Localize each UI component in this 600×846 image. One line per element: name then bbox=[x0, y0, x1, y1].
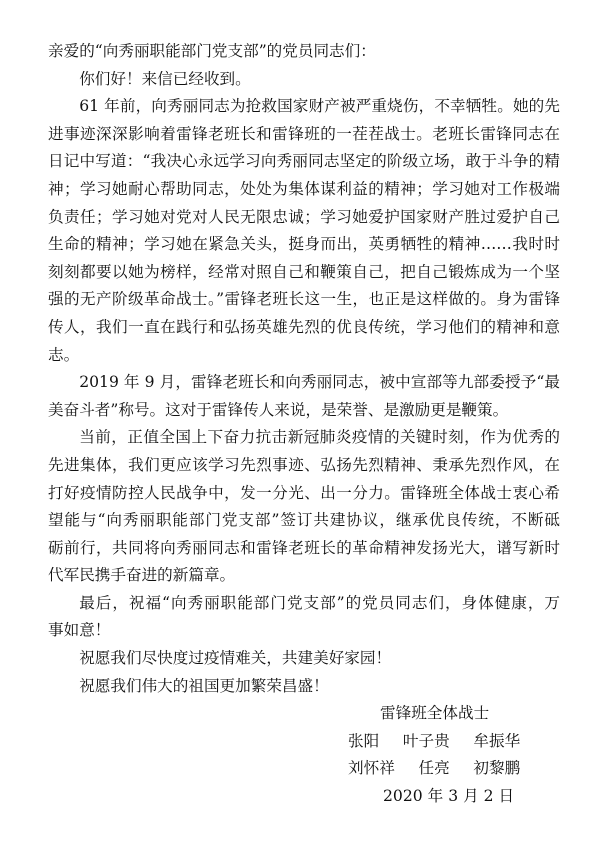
paragraph-line: 先进集体，我们更应该学习先烈事迹、弘扬先烈精神、秉承先烈作风，在 bbox=[48, 455, 560, 474]
signature-date: 2020 年 3 月 2 日 bbox=[383, 787, 515, 806]
paragraph-history bbox=[48, 93, 600, 369]
signature-name: 叶子贵 bbox=[402, 731, 450, 750]
wish-line: 祝愿我们伟大的祖国更加繁荣昌盛！ bbox=[79, 676, 329, 695]
paragraph-line: 日记中写道：“我决心永远学习向秀丽同志坚定的阶级立场，敢于斗争的精 bbox=[48, 152, 560, 171]
paragraph-line: 61 年前，向秀丽同志为抢救国家财产被严重烧伤，不幸牺牲。她的先 bbox=[79, 97, 560, 116]
paragraph-line: 最后，祝福“向秀丽职能部门党支部”的党员同志们，身体健康，万 bbox=[79, 593, 560, 612]
paragraph-line: 生命的精神；学习她在紧急关头，挺身而出，英勇牺牲的精神……我时时 bbox=[48, 235, 560, 254]
signature-name: 初黎鹏 bbox=[473, 759, 521, 778]
paragraph-line: 强的无产阶级革命战士。”雷锋老班长这一生，也正是这样做的。身为雷锋 bbox=[48, 290, 560, 309]
paragraph-line: 神；学习她耐心帮助同志，处处为集体谋利益的精神；学习她对工作极端 bbox=[48, 179, 560, 198]
signature-block bbox=[48, 700, 600, 810]
paragraph-line: 望能与“向秀丽职能部门党支部”签订共建协议，继承优良传统，不断砥 bbox=[48, 511, 560, 530]
signature-names-row bbox=[48, 755, 560, 783]
paragraph-award bbox=[48, 369, 600, 424]
salutation: 亲爱的“向秀丽职能部门党支部”的党员同志们： bbox=[48, 42, 376, 60]
signature-names-row bbox=[48, 728, 560, 756]
wish-line: 祝愿我们尽快度过疫情难关，共建美好家园！ bbox=[79, 649, 392, 668]
paragraph-line: 美奋斗者”称号。这对于雷锋传人来说，是荣誉、是激励更是鞭策。 bbox=[48, 400, 509, 419]
signature-name: 刘怀祥 bbox=[348, 759, 395, 778]
paragraph-line: 刻刻都要以她为榜样，经常对照自己和鞭策自己，把自己锻炼成为一个坚 bbox=[48, 262, 560, 281]
signature-name: 任亮 bbox=[418, 759, 450, 778]
paragraph-line: 2019 年 9 月，雷锋老班长和向秀丽同志，被中宣部等九部委授予“最 bbox=[79, 373, 560, 392]
paragraph-line: 进事迹深深影响着雷锋老班长和雷锋班的一茬茬战士。老班长雷锋同志在 bbox=[48, 124, 560, 143]
paragraph-closing bbox=[48, 590, 600, 645]
paragraph-line: 志。 bbox=[48, 345, 80, 364]
greeting-line: 你们好！来信已经收到。 bbox=[79, 69, 251, 88]
wishes bbox=[48, 645, 600, 700]
signature-sender: 雷锋班全体战士 bbox=[380, 704, 490, 723]
signature-name: 牟振华 bbox=[473, 731, 521, 750]
paragraph-line: 砺前行，共同将向秀丽同志和雷锋老班长的革命精神发扬光大，谱写新时 bbox=[48, 538, 560, 557]
paragraph-line: 代军民携手奋进的新篇章。 bbox=[48, 566, 236, 585]
paragraph-line: 事如意！ bbox=[48, 621, 111, 640]
paragraph-line: 打好疫情防控人民战争中，发一分光、出一分力。雷锋班全体战士衷心希 bbox=[48, 483, 560, 502]
paragraph-line: 当前，正值全国上下奋力抗击新冠肺炎疫情的关键时刻，作为优秀的 bbox=[79, 428, 560, 447]
paragraph-line: 负责任；学习她对党对人民无限忠诚；学习她爱护国家财产胜过爱护自己 bbox=[48, 207, 560, 226]
signature-name: 张阳 bbox=[348, 731, 380, 750]
paragraph-line: 传人，我们一直在践行和弘扬英雄先烈的优良传统，学习他们的精神和意 bbox=[48, 317, 560, 336]
paragraph-current bbox=[48, 424, 600, 590]
